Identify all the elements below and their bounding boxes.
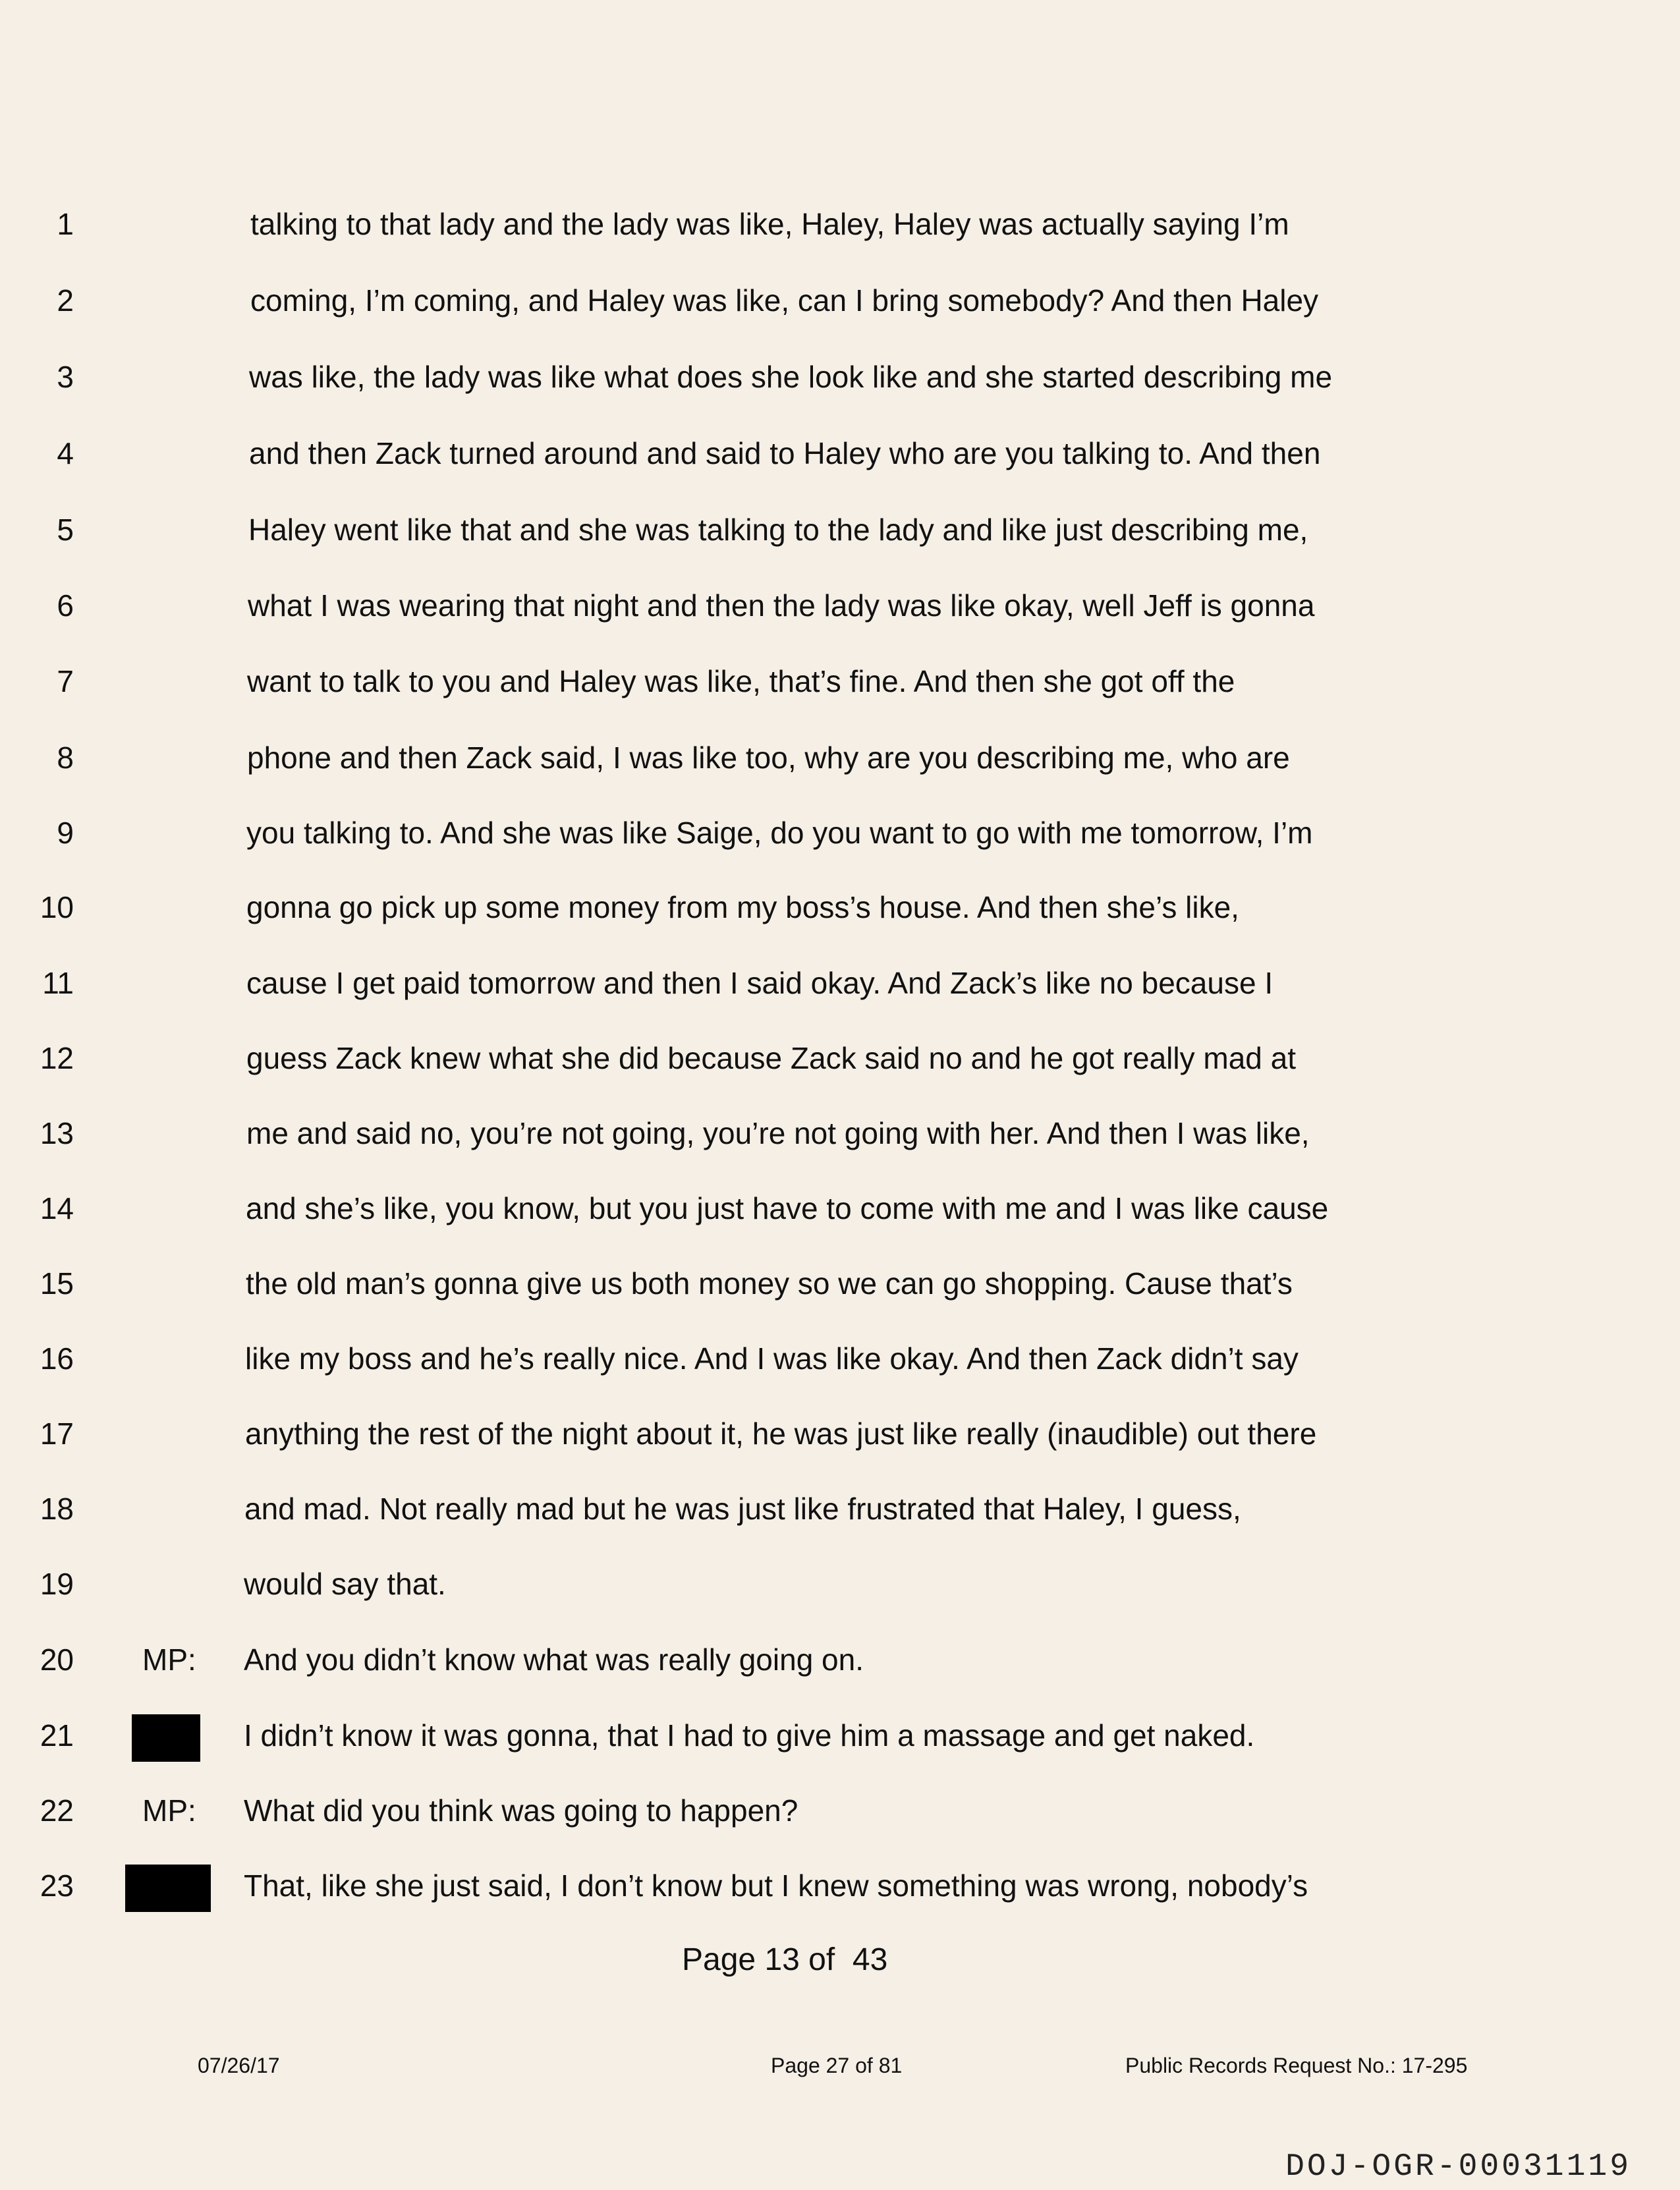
footer-page-count: Page 27 of 81 [771, 2054, 903, 2077]
redaction-box [132, 1714, 200, 1762]
line-number: 14 [40, 1191, 74, 1225]
line-number: 7 [57, 664, 74, 698]
transcript-line [0, 427, 1680, 480]
footer-request-number: Public Records Request No.: 17-295 [1125, 2054, 1468, 2077]
line-text: And you didn’t know what was really going on. [244, 1642, 864, 1677]
transcript-page-number: Page 13 of 43 [682, 1942, 888, 1977]
line-text: what I was wearing that night and then the lady was like okay, well Jeff is gonna [248, 588, 1315, 623]
line-text: gonna go pick up some money from my boss’s house. And then she’s like, [246, 890, 1239, 924]
line-text: and then Zack turned around and said to Haley who are you talking to. And then [249, 436, 1321, 470]
line-text: like my boss and he’s really nice. And I was like okay. And then Zack didn’t say [245, 1341, 1299, 1376]
line-text: I didn’t know it was gonna, that I had to give him a massage and get naked. [244, 1718, 1255, 1753]
transcript-line [0, 198, 1680, 250]
transcript-line [0, 655, 1680, 708]
transcript-line [0, 503, 1680, 556]
transcript-line [0, 579, 1680, 632]
transcript-line [0, 1182, 1680, 1235]
line-number: 1 [57, 207, 74, 241]
line-text: talking to that lady and the lady was like, Haley, Haley was actually saying I’m [250, 207, 1289, 241]
line-number: 13 [40, 1116, 74, 1150]
line-text: phone and then Zack said, I was like too, why are you describing me, who are [247, 741, 1290, 775]
line-text: want to talk to you and Haley was like, that’s fine. And then she got off the [247, 664, 1235, 698]
redaction-box [125, 1865, 211, 1912]
line-text: me and said no, you’re not going, you’re not going with her. And then I was like, [246, 1116, 1310, 1150]
line-text: you talking to. And she was like Saige, do you want to go with me tomorrow, I’m [246, 816, 1313, 850]
line-number: 17 [40, 1417, 74, 1451]
transcript-line [0, 731, 1680, 784]
line-text: guess Zack knew what she did because Zack said no and he got really mad at [246, 1041, 1297, 1075]
line-number: 10 [40, 890, 74, 924]
line-number: 19 [40, 1567, 74, 1601]
line-number: 4 [57, 436, 74, 470]
transcript-line [0, 1257, 1680, 1310]
line-number: 3 [57, 360, 74, 394]
line-text: and mad. Not really mad but he was just like frustrated that Haley, I guess, [244, 1492, 1241, 1526]
line-text: would say that. [244, 1567, 446, 1601]
line-number: 12 [40, 1041, 74, 1075]
transcript-line [0, 806, 1680, 859]
footer-date: 07/26/17 [198, 2054, 280, 2077]
line-text: was like, the lady was like what does she look like and she started describing me [249, 360, 1333, 394]
line-number: 23 [40, 1868, 74, 1903]
line-number: 16 [40, 1341, 74, 1376]
line-number: 20 [40, 1642, 74, 1677]
line-number: 22 [40, 1793, 74, 1828]
line-number: 11 [42, 966, 74, 1000]
line-number: 8 [57, 741, 74, 775]
transcript-line [0, 1859, 1680, 1912]
line-text: and she’s like, you know, but you just have to come with me and I was like cause [246, 1191, 1329, 1225]
line-text: That, like she just said, I don’t know but I knew something was wrong, nobody’s [244, 1868, 1308, 1903]
transcript-line [0, 1107, 1680, 1160]
line-number: 6 [57, 588, 74, 623]
line-number: 21 [40, 1718, 74, 1753]
line-text: Haley went like that and she was talking to the lady and like just describing me, [248, 513, 1308, 547]
line-text: anything the rest of the night about it, he was just like really (inaudible) out there [245, 1417, 1317, 1451]
transcript-line [0, 1032, 1680, 1084]
transcript-line [0, 1709, 1680, 1762]
line-text: the old man’s gonna give us both money so we can go shopping. Cause that’s [246, 1266, 1293, 1301]
transcript-line [0, 274, 1680, 327]
transcript-line [0, 1407, 1680, 1460]
speaker-label: MP: [142, 1642, 196, 1677]
line-number: 15 [40, 1266, 74, 1301]
transcript-line [0, 1633, 1680, 1686]
line-text: What did you think was going to happen? [244, 1793, 798, 1828]
transcript-line [0, 881, 1680, 934]
transcript-line [0, 351, 1680, 403]
line-number: 18 [40, 1492, 74, 1526]
transcript-line [0, 1784, 1680, 1837]
bates-stamp: DOJ-OGR-00031119 [1285, 2149, 1631, 2185]
transcript-line [0, 1332, 1680, 1385]
line-number: 5 [57, 513, 74, 547]
line-number: 2 [57, 283, 74, 318]
transcript-line [0, 1482, 1680, 1535]
speaker-label: MP: [142, 1793, 196, 1828]
line-number: 9 [57, 816, 74, 850]
transcript-line [0, 1558, 1680, 1610]
line-text: cause I get paid tomorrow and then I said okay. And Zack’s like no because I [246, 966, 1274, 1000]
line-text: coming, I’m coming, and Haley was like, can I bring somebody? And then Haley [250, 283, 1319, 318]
transcript-line [0, 957, 1680, 1009]
